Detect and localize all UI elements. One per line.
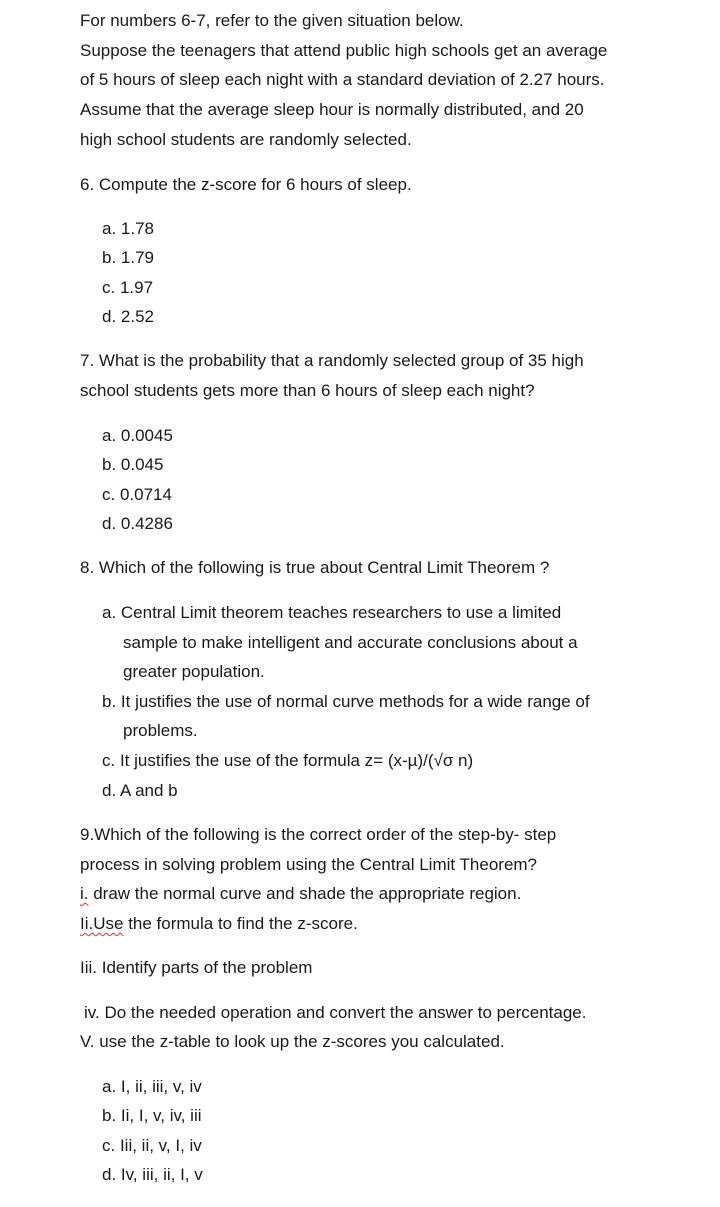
question-9-line: process in solving problem using the Central Limit Theorem? [80, 855, 538, 874]
intro-heading: For numbers 6-7, refer to the given situation below. [80, 11, 464, 30]
q9-option-d: d. Iv, iii, ii, I, v [102, 1165, 203, 1184]
q7-option-b: b. 0.045 [102, 455, 164, 474]
question-8: 8. Which of the following is true about Central Limit Theorem ? [80, 558, 550, 577]
intro-line: of 5 hours of sleep each night with a standard deviation of 2.27 hours. [80, 70, 605, 89]
q9-step-i [80, 883, 521, 905]
q6-option-b: b. 1.79 [102, 248, 154, 267]
q9-step-i-marker: i. [80, 884, 89, 903]
q6-option-c: c. 1.97 [102, 278, 154, 297]
q8-option-c: c. It justifies the use of the formula z= (x-µ)/(√σ n) [102, 751, 474, 770]
q9-step-ii-text: the formula to find the z-score. [123, 914, 358, 933]
q8-option-b: b. It justifies the use of normal curve methods for a wide range of [102, 692, 590, 711]
question-7-line: 7. What is the probability that a randomly selected group of 35 high [80, 351, 584, 370]
q9-step-i-text: draw the normal curve and shade the appropriate region. [88, 884, 522, 903]
q9-step-v: V. use the z-table to look up the z-scores you calculated. [80, 1032, 505, 1051]
q6-option-a: a. 1.78 [102, 219, 154, 238]
q8-option-b-cont: problems. [123, 721, 198, 740]
q7-option-d: d. 0.4286 [102, 514, 173, 533]
intro-line: high school students are randomly selected. [80, 130, 412, 149]
q9-option-a: a. I, ii, iii, v, iv [102, 1077, 202, 1096]
question-6: 6. Compute the z-score for 6 hours of sleep. [80, 175, 412, 194]
q9-step-ii [80, 913, 358, 935]
q8-option-d: d. A and b [102, 781, 178, 800]
question-7-line: school students gets more than 6 hours of sleep each night? [80, 381, 535, 400]
q8-option-a-cont: sample to make intelligent and accurate conclusions about a [123, 633, 578, 652]
q6-option-d: d. 2.52 [102, 307, 154, 326]
q9-step-ii-marker: Ii.Use [80, 914, 124, 933]
q9-step-iii: Iii. Identify parts of the problem [80, 958, 313, 977]
intro-line: Assume that the average sleep hour is normally distributed, and 20 [80, 100, 584, 119]
q7-option-a: a. 0.0045 [102, 426, 173, 445]
q7-option-c: c. 0.0714 [102, 485, 172, 504]
question-9-line: 9.Which of the following is the correct order of the step-by- step [80, 825, 557, 844]
q9-step-iv: iv. Do the needed operation and convert the answer to percentage. [84, 1003, 587, 1022]
q9-option-c: c. Iii, ii, v, I, iv [102, 1136, 202, 1155]
intro-line: Suppose the teenagers that attend public high schools get an average [80, 41, 608, 60]
q9-option-b: b. Ii, I, v, iv, iii [102, 1106, 202, 1125]
q8-option-a: a. Central Limit theorem teaches researchers to use a limited [102, 603, 562, 622]
q8-option-a-cont: greater population. [123, 662, 265, 681]
